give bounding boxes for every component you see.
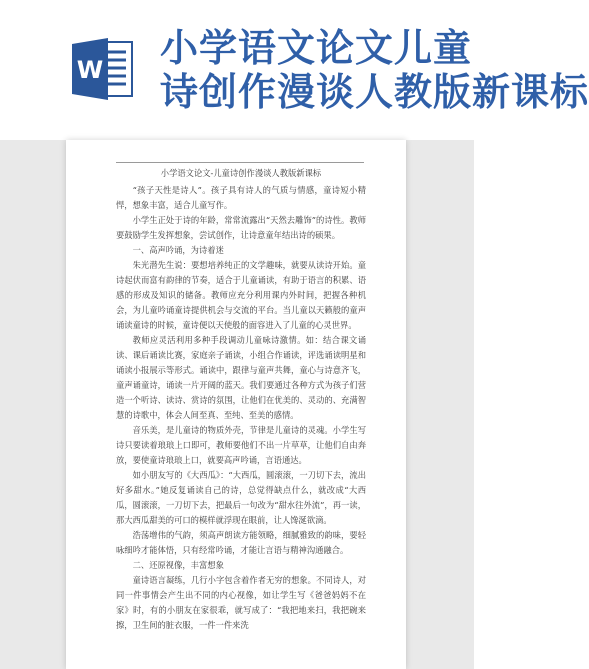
svg-text:W: W	[76, 56, 104, 84]
paragraph: 朱光潜先生说：要想培养纯正的文学趣味，就要从读诗开始。童诗起伏而富有韵律的节奏，适合于儿童诵读，有助于语言的积累、语感的形成及知识的储备。教师应充分利用课内外时间，把握各种机会，为儿童吟诵童诗提供机会与交流的平台。当儿童以天籁般的童声诵读童诗的时候，童诗便以天使般的面容进入了儿童的心灵世界。	[116, 260, 366, 330]
paragraph: 浩荡增伟的气韵，须高声朗读方能领略，细腻雅致的韵味，要轻咏细吟才能体悟，只有经常吟诵，才能让言语与精神沟通融合。	[116, 530, 366, 555]
header-rule	[116, 162, 364, 163]
paragraph: 音乐美，是儿童诗的物质外壳，节律是儿童诗的灵魂。小学生写诗只要读着琅琅上口即可，教师要他们不出一片草草，让他们自由奔放，要使童诗琅琅上口，就要高声吟诵，言语通达。	[116, 425, 366, 465]
document-body	[116, 166, 366, 633]
paragraph: 如小朋友写的《大西瓜》：“大西瓜，圆滚滚，一刀切下去，流出好多甜水。”她反复诵读自己的诗，总觉得缺点什么，就改成“大西瓜，圆滚滚，一刀切下去，把最后一句改为“甜水往外流”，再一读，那大西瓜甜美的可口的模样就浮现在眼前，让人馋涎欲滴。	[116, 470, 366, 525]
banner	[0, 0, 589, 150]
title-line-2: 诗创作漫谈人教版新课标	[160, 70, 589, 114]
paragraph: 童诗语言凝练，几行小字包含着作者无穷的想象。不同诗人，对同一件事情会产生出不同的内心视像，如让学生写《爸爸妈妈不在家》时，有的小朋友在家很乖，就写成了：“我把地来扫，我把碗来擦，卫生间的脏衣服，一件一件来洗	[116, 575, 366, 630]
paragraph: 小学生正处于诗的年龄，常常流露出“天然去雕饰”的诗性。教师要鼓励学生发挥想象，尝试创作，让诗意童年结出诗的硕果。	[116, 215, 366, 240]
banner-title	[160, 26, 589, 114]
word-document-icon	[72, 36, 134, 102]
paragraph: 教师应灵活利用多种手段调动儿童咏诗激情。如：结合课文诵读、课后诵读比赛，家庭亲子诵读，小组合作诵读，评选诵读明星和诵读小报展示等形式。诵读中，跟律与童声共舞，童心与诗意齐飞，童声诵童诗，诵读一片开阔的蓝天。我们要通过各种方式为孩子们营造一个听诗、读诗、赏诗的氛围，让他们在优美的、灵动的、充满智慧的诗歌中，体会人间至真、至纯、至美的感情。	[116, 335, 366, 420]
section-heading: 一、高声吟诵，为诗着迷	[132, 245, 224, 255]
document-page	[66, 140, 406, 669]
section-heading: 二、还原视像，丰富想象	[132, 560, 224, 570]
document-header: 小学语文论文-儿童诗创作漫谈人教版新课标	[160, 168, 322, 178]
title-line-1: 小学语文论文儿童	[160, 26, 473, 70]
paragraph: “孩子天性是诗人”。孩子具有诗人的气质与情感，童诗短小精悍，想象丰富，适合儿童写作。	[116, 185, 366, 210]
